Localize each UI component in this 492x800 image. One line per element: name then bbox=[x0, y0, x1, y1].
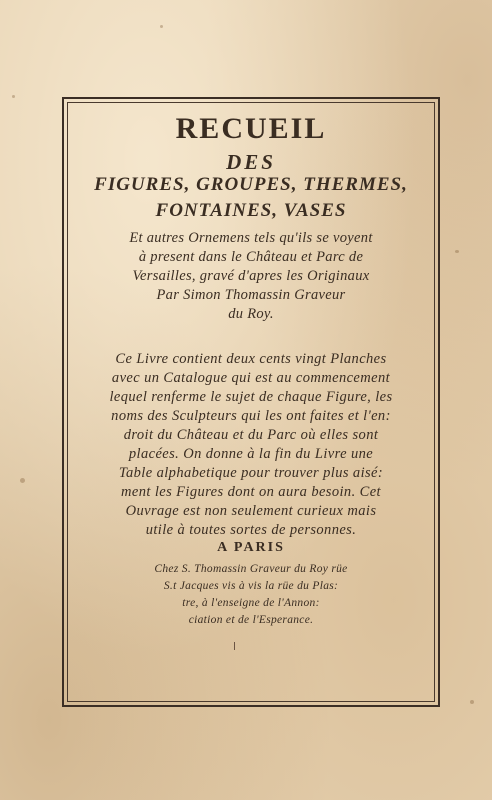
foxing-spot bbox=[20, 478, 25, 483]
body-line: Table alphabetique pour trouver plus aisé: bbox=[118, 465, 384, 481]
title-des: DES bbox=[226, 150, 276, 174]
body-line: droit du Château et du Parc où elles sont bbox=[123, 427, 379, 443]
body-line: ment les Figures dont on aura besoin. Cet bbox=[121, 484, 381, 500]
title-fontaines-line: FONTAINES, VASES bbox=[155, 200, 347, 221]
subtitle-line: Et autres Ornemens tels qu'ils se voyent bbox=[129, 230, 373, 246]
body-line: noms des Sculpteurs qui les ont faites et l'en: bbox=[111, 408, 391, 424]
subtitle-line: Par Simon Thomassin Graveur bbox=[156, 287, 346, 303]
foxing-spot bbox=[455, 250, 459, 253]
foxing-spot bbox=[470, 700, 474, 704]
body-line: placées. On donne à la fin du Livre une bbox=[128, 446, 374, 462]
body-line: Ouvrage est non seulement curieux mais bbox=[125, 503, 377, 519]
subtitle-line: du Roy. bbox=[228, 306, 274, 322]
body-line: utile à toutes sortes de personnes. bbox=[145, 522, 357, 538]
imprint-line: Chez S. Thomassin Graveur du Roy rüe bbox=[154, 563, 348, 575]
imprint-line: S.t Jacques vis à vis la rüe du Plas: bbox=[163, 580, 339, 592]
imprint-heading: A PARIS bbox=[217, 540, 285, 555]
body-line: avec un Catalogue qui est au commencement bbox=[111, 370, 391, 386]
imprint-line: tre, à l'enseigne de l'Annon: bbox=[182, 597, 320, 609]
body-line: Ce Livre contient deux cents vingt Planches bbox=[115, 351, 387, 367]
subtitle-line: à present dans le Château et Parc de bbox=[138, 249, 364, 265]
body-line: lequel renferme le sujet de chaque Figure, les bbox=[109, 389, 393, 405]
foxing-spot bbox=[12, 95, 15, 98]
title-recueil: RECUEIL bbox=[175, 112, 327, 145]
plate-mark-tick bbox=[234, 642, 235, 650]
subtitle-line: Versailles, gravé d'apres les Originaux bbox=[132, 268, 370, 284]
title-figures-line: FIGURES, GROUPES, THERMES, bbox=[94, 174, 408, 195]
foxing-spot bbox=[160, 25, 163, 28]
imprint-line: ciation et de l'Esperance. bbox=[188, 614, 314, 626]
